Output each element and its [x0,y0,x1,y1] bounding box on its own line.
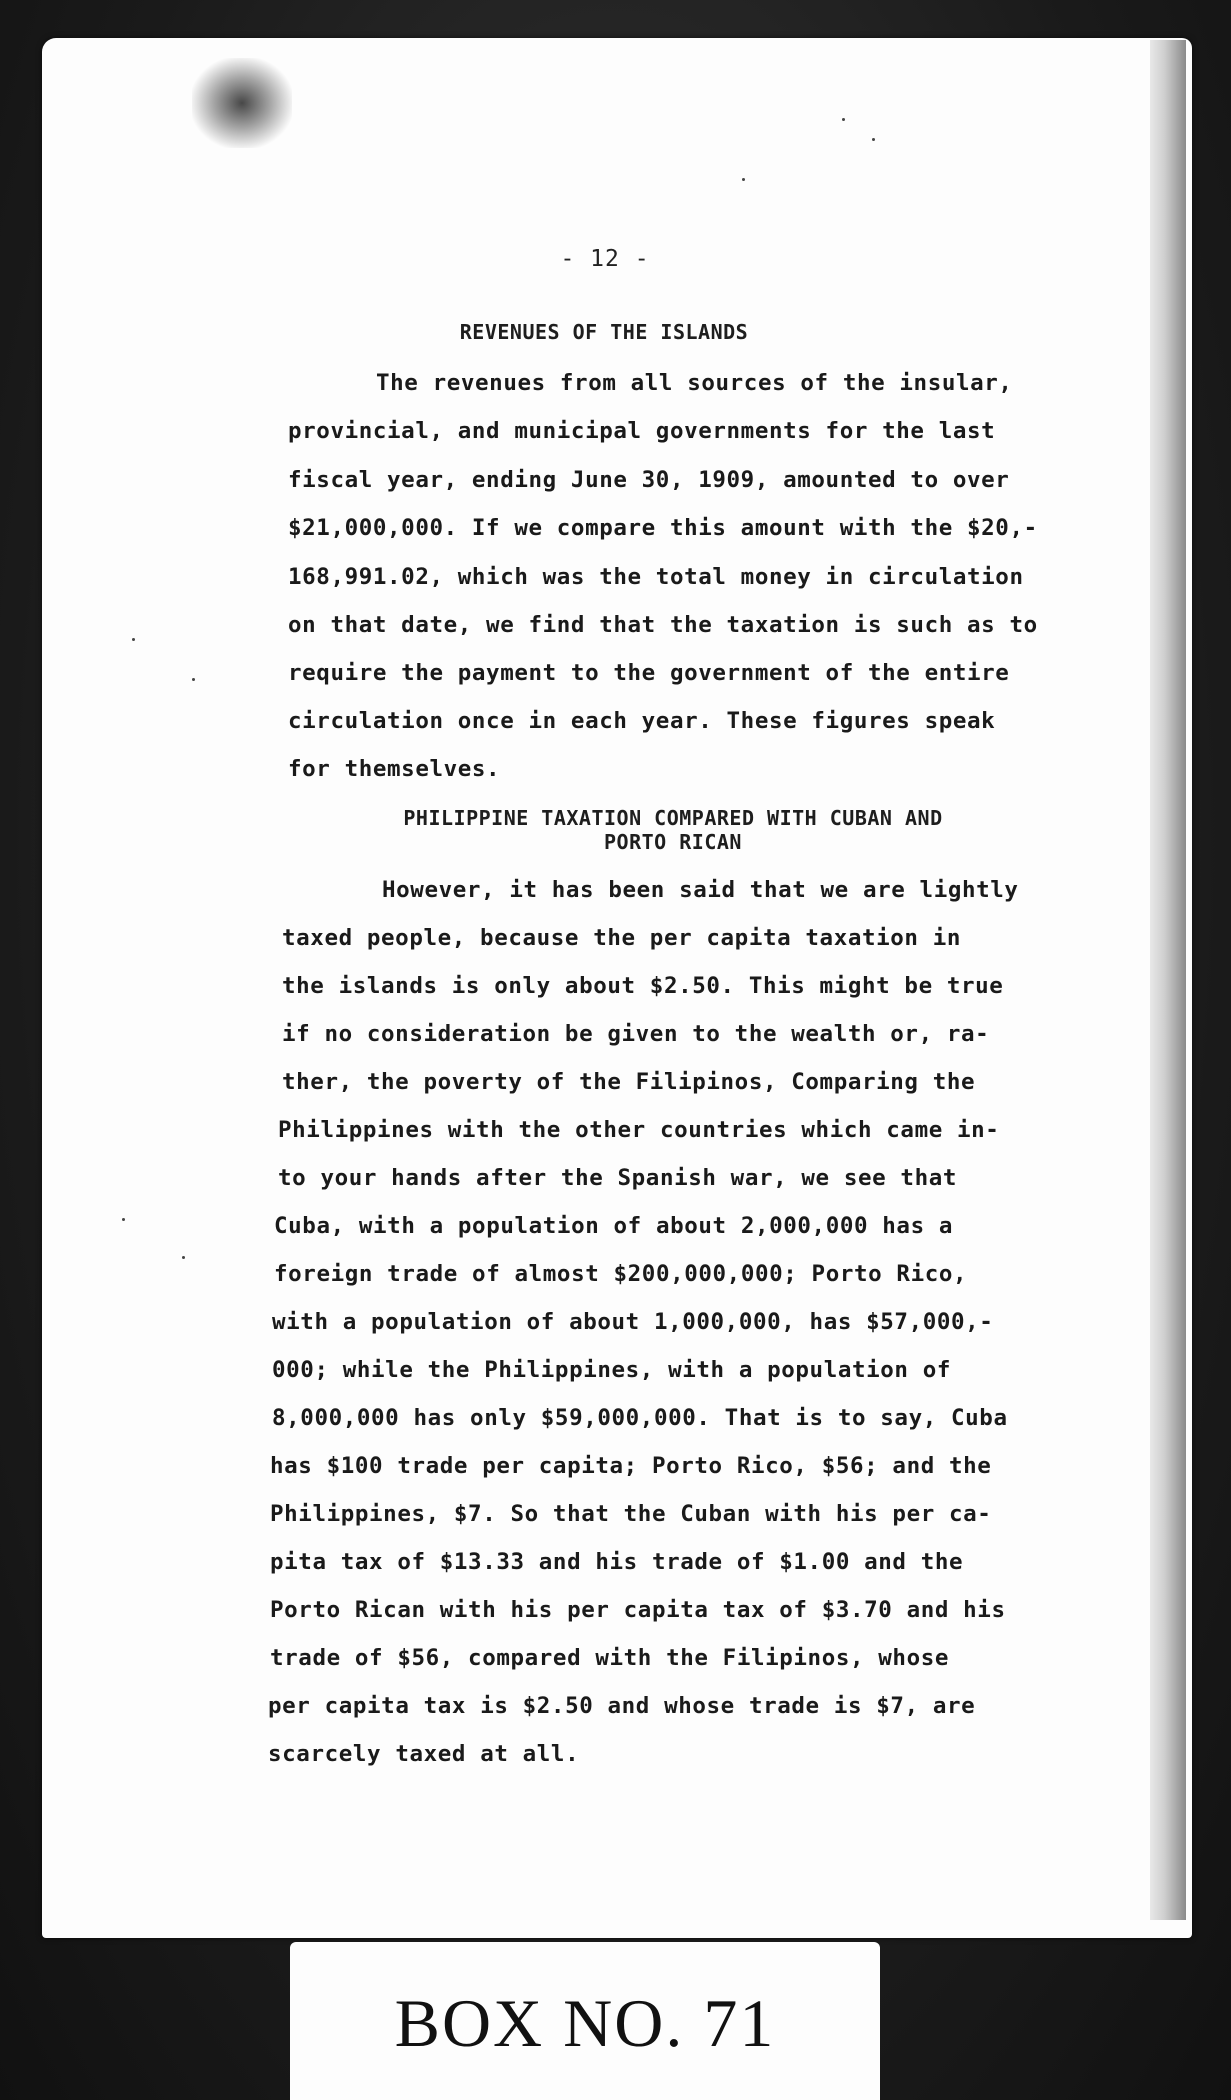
text-line: has $100 trade per capita; Porto Rico, $56; and the [270,1453,992,1479]
section-heading-taxation-comparison [98,806,1231,854]
text-line: provincial, and municipal governments for the last [288,418,996,444]
text-line: 000; while the Philippines, with a population of [272,1357,952,1383]
text-line: for themselves. [288,756,501,782]
ink-smudge [192,58,292,148]
scan-speck [742,178,745,181]
text-line: with a population of about 1,000,000, has $57,000,- [272,1309,994,1335]
text-line: $21,000,000. If we compare this amount with the $20,- [288,515,1038,541]
scan-speck [122,1218,125,1221]
text-line: Cuba, with a population of about 2,000,000 has a [274,1213,954,1239]
text-line: ther, the poverty of the Filipinos, Comparing the [282,1069,976,1095]
text-line: trade of $56, compared with the Filipinos, whose [270,1645,950,1671]
text-line: 8,000,000 has only $59,000,000. That is to say, Cuba [272,1405,1008,1431]
box-label: BOX NO. 71 [394,1985,776,2061]
scan-speck [842,118,845,121]
text-line: Philippines with the other countries which came in- [278,1117,1000,1143]
page-edge-shadow [1150,40,1186,1920]
text-line: scarcely taxed at all. [268,1741,580,1767]
scan-speck [192,678,195,681]
text-line: pita tax of $13.33 and his trade of $1.00 and the [270,1549,964,1575]
text-line: on that date, we find that the taxation is such as to [288,612,1038,638]
scan-speck [872,138,875,141]
text-line: circulation once in each year. These figures speak [288,708,996,734]
text-line: foreign trade of almost $200,000,000; Porto Rico, [274,1261,968,1287]
text-line: The revenues from all sources of the insular, [376,370,1013,396]
text-line: Philippines, $7. So that the Cuban with his per ca- [270,1501,992,1527]
text-line: Porto Rican with his per capita tax of $3.70 and his [270,1597,1006,1623]
text-line: to your hands after the Spanish war, we see that [278,1165,958,1191]
page-number: - 12 - [560,246,650,272]
scan-speck [182,1256,185,1259]
heading-line: PORTO RICAN [604,830,742,854]
document-page [42,38,1192,1938]
heading-line: PHILIPPINE TAXATION COMPARED WITH CUBAN AND [403,806,943,830]
scan-speck [132,638,135,641]
text-line: the islands is only about $2.50. This might be true [282,973,1004,999]
text-line: per capita tax is $2.50 and whose trade is $7, are [268,1693,976,1719]
text-line: require the payment to the government of the entire [288,660,1010,686]
text-line: if no consideration be given to the wealth or, ra- [282,1021,990,1047]
section-heading-revenues: REVENUES OF THE ISLANDS [459,320,749,344]
text-line: fiscal year, ending June 30, 1909, amounted to over [288,467,1010,493]
text-line: However, it has been said that we are lightly [382,877,1019,903]
text-line: 168,991.02, which was the total money in circulation [288,564,1024,590]
box-label-card [290,1942,880,2100]
text-line: taxed people, because the per capita taxation in [282,925,962,951]
